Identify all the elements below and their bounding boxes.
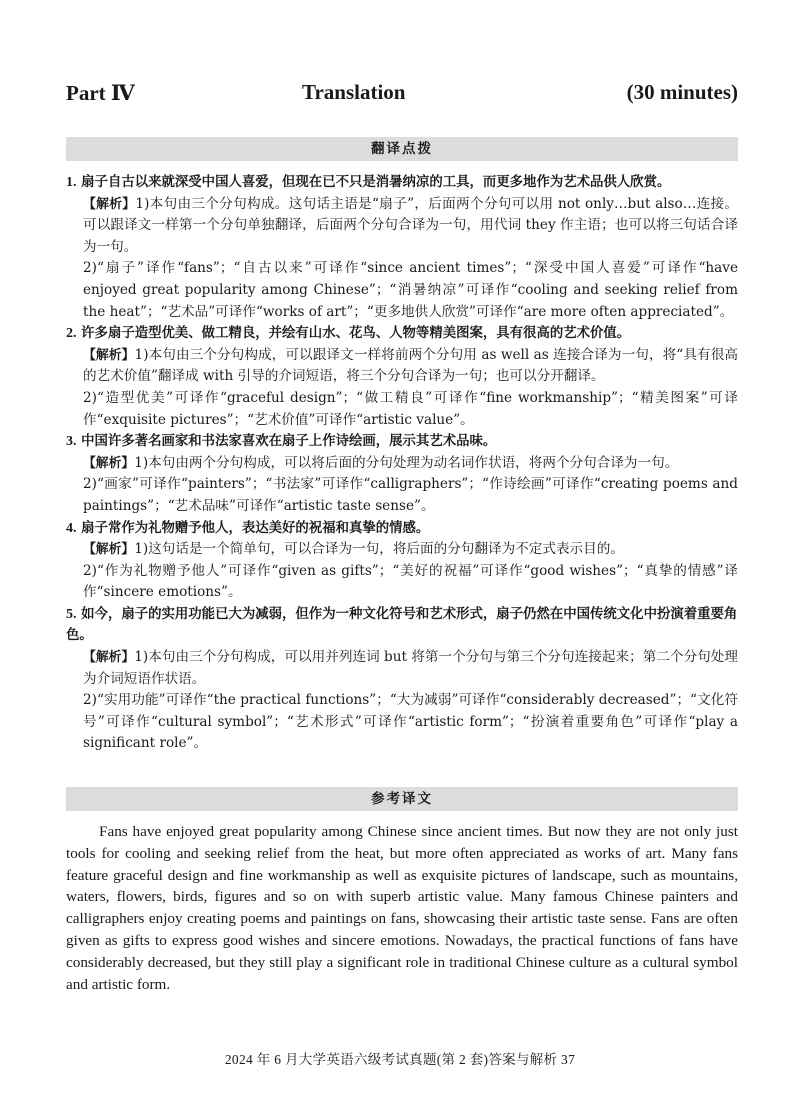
item-number: 5. — [66, 606, 77, 622]
item-number: 3. — [66, 434, 77, 450]
question-text: 扇子常作为礼物赠予他人，表达美好的祝福和真挚的情感。 — [81, 520, 430, 536]
question-text: 中国许多著名画家和书法家喜欢在扇子上作诗绘画，展示其艺术品味。 — [81, 434, 497, 450]
analysis-tag: 【解析】 — [83, 196, 136, 212]
note-item-2 — [66, 323, 738, 431]
time-limit: (30 minutes) — [626, 80, 738, 104]
question-text: 如今，扇子的实用功能已大为减弱，但作为一种文化符号和艺术形式，扇子仍然在中国传统文化中扮演着重要角色。 — [66, 606, 738, 644]
analysis-part-1 — [66, 647, 738, 690]
analysis-part-1 — [66, 194, 738, 259]
analysis-text: 1)本句由两个分句构成，可以将后面的分句处理为动名词作状语，将两个分句合译为一句。 — [134, 454, 679, 471]
reference-section-bar: 参考译文 — [66, 787, 738, 811]
page-footer: 2024 年 6 月大学英语六级考试真题(第 2 套)答案与解析 37 — [224, 1052, 576, 1067]
analysis-text: 1)本句由三个分句构成，可以用并列连词 but 将第一个分句与第三个分句连接起来；第二个分句处理为介词短语作状语。 — [83, 649, 739, 687]
analysis-text: 1)本句由三个分句构成。这句话主语是“扇子”，后面两个分句可以用 not only…but also…连接。可以跟译文一样第一个分句单独翻译，后面两个分句合译为一句，用代词 they 作主语；也可以将三句话合译为一句。 — [83, 195, 739, 255]
analysis-tag: 【解析】 — [83, 542, 135, 558]
note-item-3 — [66, 431, 738, 517]
analysis-part-2: 2)“作为礼物赠予他人”可译作“given as gifts”；“美好的祝福”可译作“good wishes”；“真挚的情感”译作“sincere emotions”。 — [83, 562, 738, 601]
item-number: 4. — [66, 520, 77, 536]
analysis-tag: 【解析】 — [83, 347, 135, 363]
analysis-part-1 — [66, 453, 738, 475]
analysis-part-1 — [66, 345, 738, 388]
reference-translation: Fans have enjoyed great popularity among Chinese since ancient times. But now they are not only just tools for cooling and seeking relief from the heat, but more often appreciated as works of art. Many fans feature graceful design and fine workmanship as well as exquisite pictures of landscape, such as mountains, waters, flowers, birds, figures and so on with superb artistic value. Many famous Chinese painters and calligraphers enjoy creating poems and paintings on fans, showcasing their artistic taste sense. Fans are often given as gifts to express good wishes and sincere emotions. Nowadays, the practical functions of fans have considerably decreased, but they still play a significant role in traditional Chinese culture as a cultural symbol and artistic form. — [66, 823, 738, 993]
part-header — [66, 80, 738, 112]
note-item-5 — [66, 604, 738, 755]
analysis-text: 1)这句话是一个简单句，可以合译为一句，将后面的分句翻译为不定式表示目的。 — [134, 541, 624, 558]
analysis-part-1 — [66, 539, 738, 561]
question-sentence — [66, 518, 738, 540]
note-item-4 — [66, 518, 738, 604]
question-text: 许多扇子造型优美、做工精良，并绘有山水、花鸟、人物等精美图案，具有很高的艺术价值。 — [81, 326, 631, 342]
analysis-text: 1)本句由三个分句构成，可以跟译文一样将前两个分句用 as well as 连接合译为一句，将“具有很高的艺术价值”翻译成 with 引导的介词短语，将三个分句合译为一句；也可以分开翻译。 — [83, 346, 738, 385]
part-label: Part Ⅳ — [66, 81, 135, 105]
question-sentence — [66, 431, 738, 453]
question-sentence — [66, 172, 738, 194]
question-sentence — [66, 323, 738, 345]
note-item-1 — [66, 172, 738, 323]
analysis-part-2: 2)“造型优美”可译作“graceful design”；“做工精良”可译作“fine workmanship”；“精美图案”可译作“exquisite pictures”；“艺术价值”可译作“artistic value”。 — [83, 389, 738, 428]
question-sentence — [66, 604, 738, 647]
item-number: 1. — [66, 175, 77, 190]
translation-notes — [66, 172, 738, 755]
analysis-part-2: 2)“实用功能”可译作“the practical functions”；“大为减弱”可译作“considerably decreased”；“文化符号”可译作“cultural symbol”；“艺术形式”可译作“artistic form”；“扮演着重要角色”可译作“play a significant role”。 — [83, 692, 738, 752]
section-title: Translation — [302, 80, 406, 104]
analysis-tag: 【解析】 — [83, 455, 135, 471]
analysis-tag: 【解析】 — [83, 650, 135, 666]
notes-section-bar: 翻译点拨 — [66, 137, 738, 161]
item-number: 2. — [66, 326, 77, 342]
question-text: 扇子自古以来就深受中国人喜爱，但现在已不只是消暑纳凉的工具，而更多地作为艺术品供人欣赏。 — [81, 175, 671, 190]
analysis-part-2: 2)“扇子”译作“fans”；“自古以来”可译作“since ancient times”；“深受中国人喜爱”可译作“have enjoyed great popularity among Chinese”；“消暑纳凉”可译作“cooling and seeking relief from the heat”；“艺术品”可译作“works of art”；“更多地供人欣赏”可译作“are more often appreciated”。 — [83, 260, 738, 320]
analysis-part-2: 2)“画家”可译作“painters”；“书法家”可译作“calligraphers”；“作诗绘画”可译作“creating poems and paintings”；“艺术品味”可译作“artistic taste sense”。 — [83, 476, 738, 514]
